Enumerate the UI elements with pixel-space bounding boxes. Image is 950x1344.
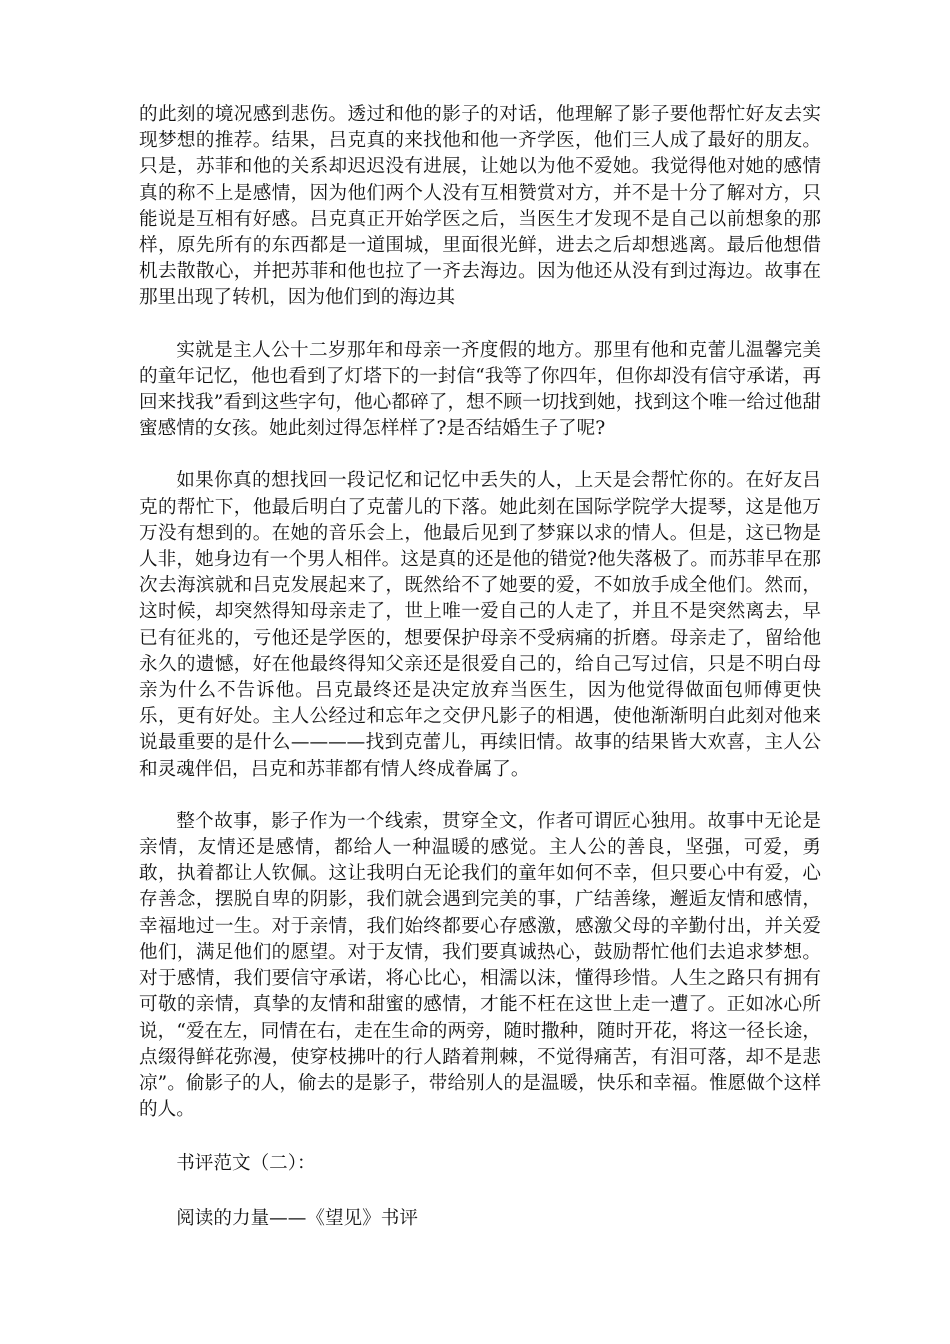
section-label: 书评范文（二）： (176, 1153, 316, 1175)
paragraph-2: 实就是主人公十二岁那年和母亲一齐度假的地方。那里有他和克蕾儿温馨完美的童年记忆，他也看到了灯塔下的一封信“我等了你四年，但你却没有信守承诺，再回来找我”看到这些字句，他心都碎了，想不顾一切找到她，找到这个唯一给过他甜蜜感情的女孩。她此刻过得怎样样了?是否结婚生子了呢? (139, 339, 821, 440)
document-page (139, 102, 821, 1232)
paragraph-4: 整个故事，影子作为一个线索，贯穿全文，作者可谓匠心独用。故事中无论是亲情，友情还是感情，都给人一种温暖的感觉。主人公的善良，坚强，可爱，勇敢，执着都让人钦佩。这让我明白无论我们的童年如何不幸，但只要心中有爱，心存善念，摆脱自卑的阴影，我们就会遇到完美的事，广结善缘，邂逅友情和感情，幸福地过一生。对于亲情，我们始终都要心存感激，感激父母的辛勤付出，并关爱他们，满足他们的愿望。对于友情，我们要真诚热心，鼓励帮忙他们去追求梦想。对于感情，我们要信守承诺，将心比心，相濡以沫，懂得珍惜。人生之路只有拥有可敬的亲情，真挚的友情和甜蜜的感情，才能不枉在这世上走一遭了。正如冰心所说，“爱在左，同情在右，走在生命的两旁，随时撒种，随时开花，将这一径长途，点缀得鲜花弥漫，使穿枝拂叶的行人踏着荆棘，不觉得痛苦，有泪可落，却不是悲凉”。偷影子的人，偷去的是影子，带给别人的是温暖，快乐和幸福。惟愿做个这样的人。 (139, 810, 821, 1121)
paragraph-3: 如果你真的想找回一段记忆和记忆中丢失的人，上天是会帮忙你的。在好友吕克的帮忙下，他最后明白了克蕾儿的下落。她此刻在国际学院学大提琴，这是他万万没有想到的。在她的音乐会上，他最后见到了梦寐以求的情人。但是，这已物是人非，她身边有一个男人相伴。这是真的还是他的错觉?他失落极了。而苏菲早在那次去海滨就和吕克发展起来了，既然给不了她要的爱，不如放手成全他们。然而，这时候，却突然得知母亲走了，世上唯一爱自己的人走了，并且不是突然离去，早已有征兆的，亏他还是学医的，想要保护母亲不受病痛的折磨。母亲走了，留给他永久的遗憾，好在他最终得知父亲还是很爱自己的，给自己写过信，只是不明白母亲为什么不告诉他。吕克最终还是决定放弃当医生，因为他觉得做面包师傅更快乐，更有好处。主人公经过和忘年之交伊凡影子的相遇，使他渐渐明白此刻对他来说最重要的是什么————找到克蕾儿，再续旧情。故事的结果皆大欢喜，主人公和灵魂伴侣，吕克和苏菲都有情人终成眷属了。 (139, 470, 821, 780)
paragraph-1: 的此刻的境况感到悲伤。透过和他的影子的对话，他理解了影子要他帮忙好友去实现梦想的推荐。结果，吕克真的来找他和他一齐学医，他们三人成了最好的朋友。只是，苏菲和他的关系却迟迟没有进展，让她以为他不爱她。我觉得他对她的感情真的称不上是感情，因为他们两个人没有互相赞赏对方，并不是十分了解对方，只能说是互相有好感。吕克真正开始学医之后，当医生才发现不是自己以前想象的那样，原先所有的东西都是一道围城，里面很光鲜，进去之后却想逃离。最后他想借机去散散心，并把苏菲和他也拉了一齐去海边。因为他还从没有到过海边。故事在那里出现了转机，因为他们到的海边其 (139, 104, 821, 309)
article-title: 阅读的力量——《望见》书评 (176, 1207, 418, 1229)
